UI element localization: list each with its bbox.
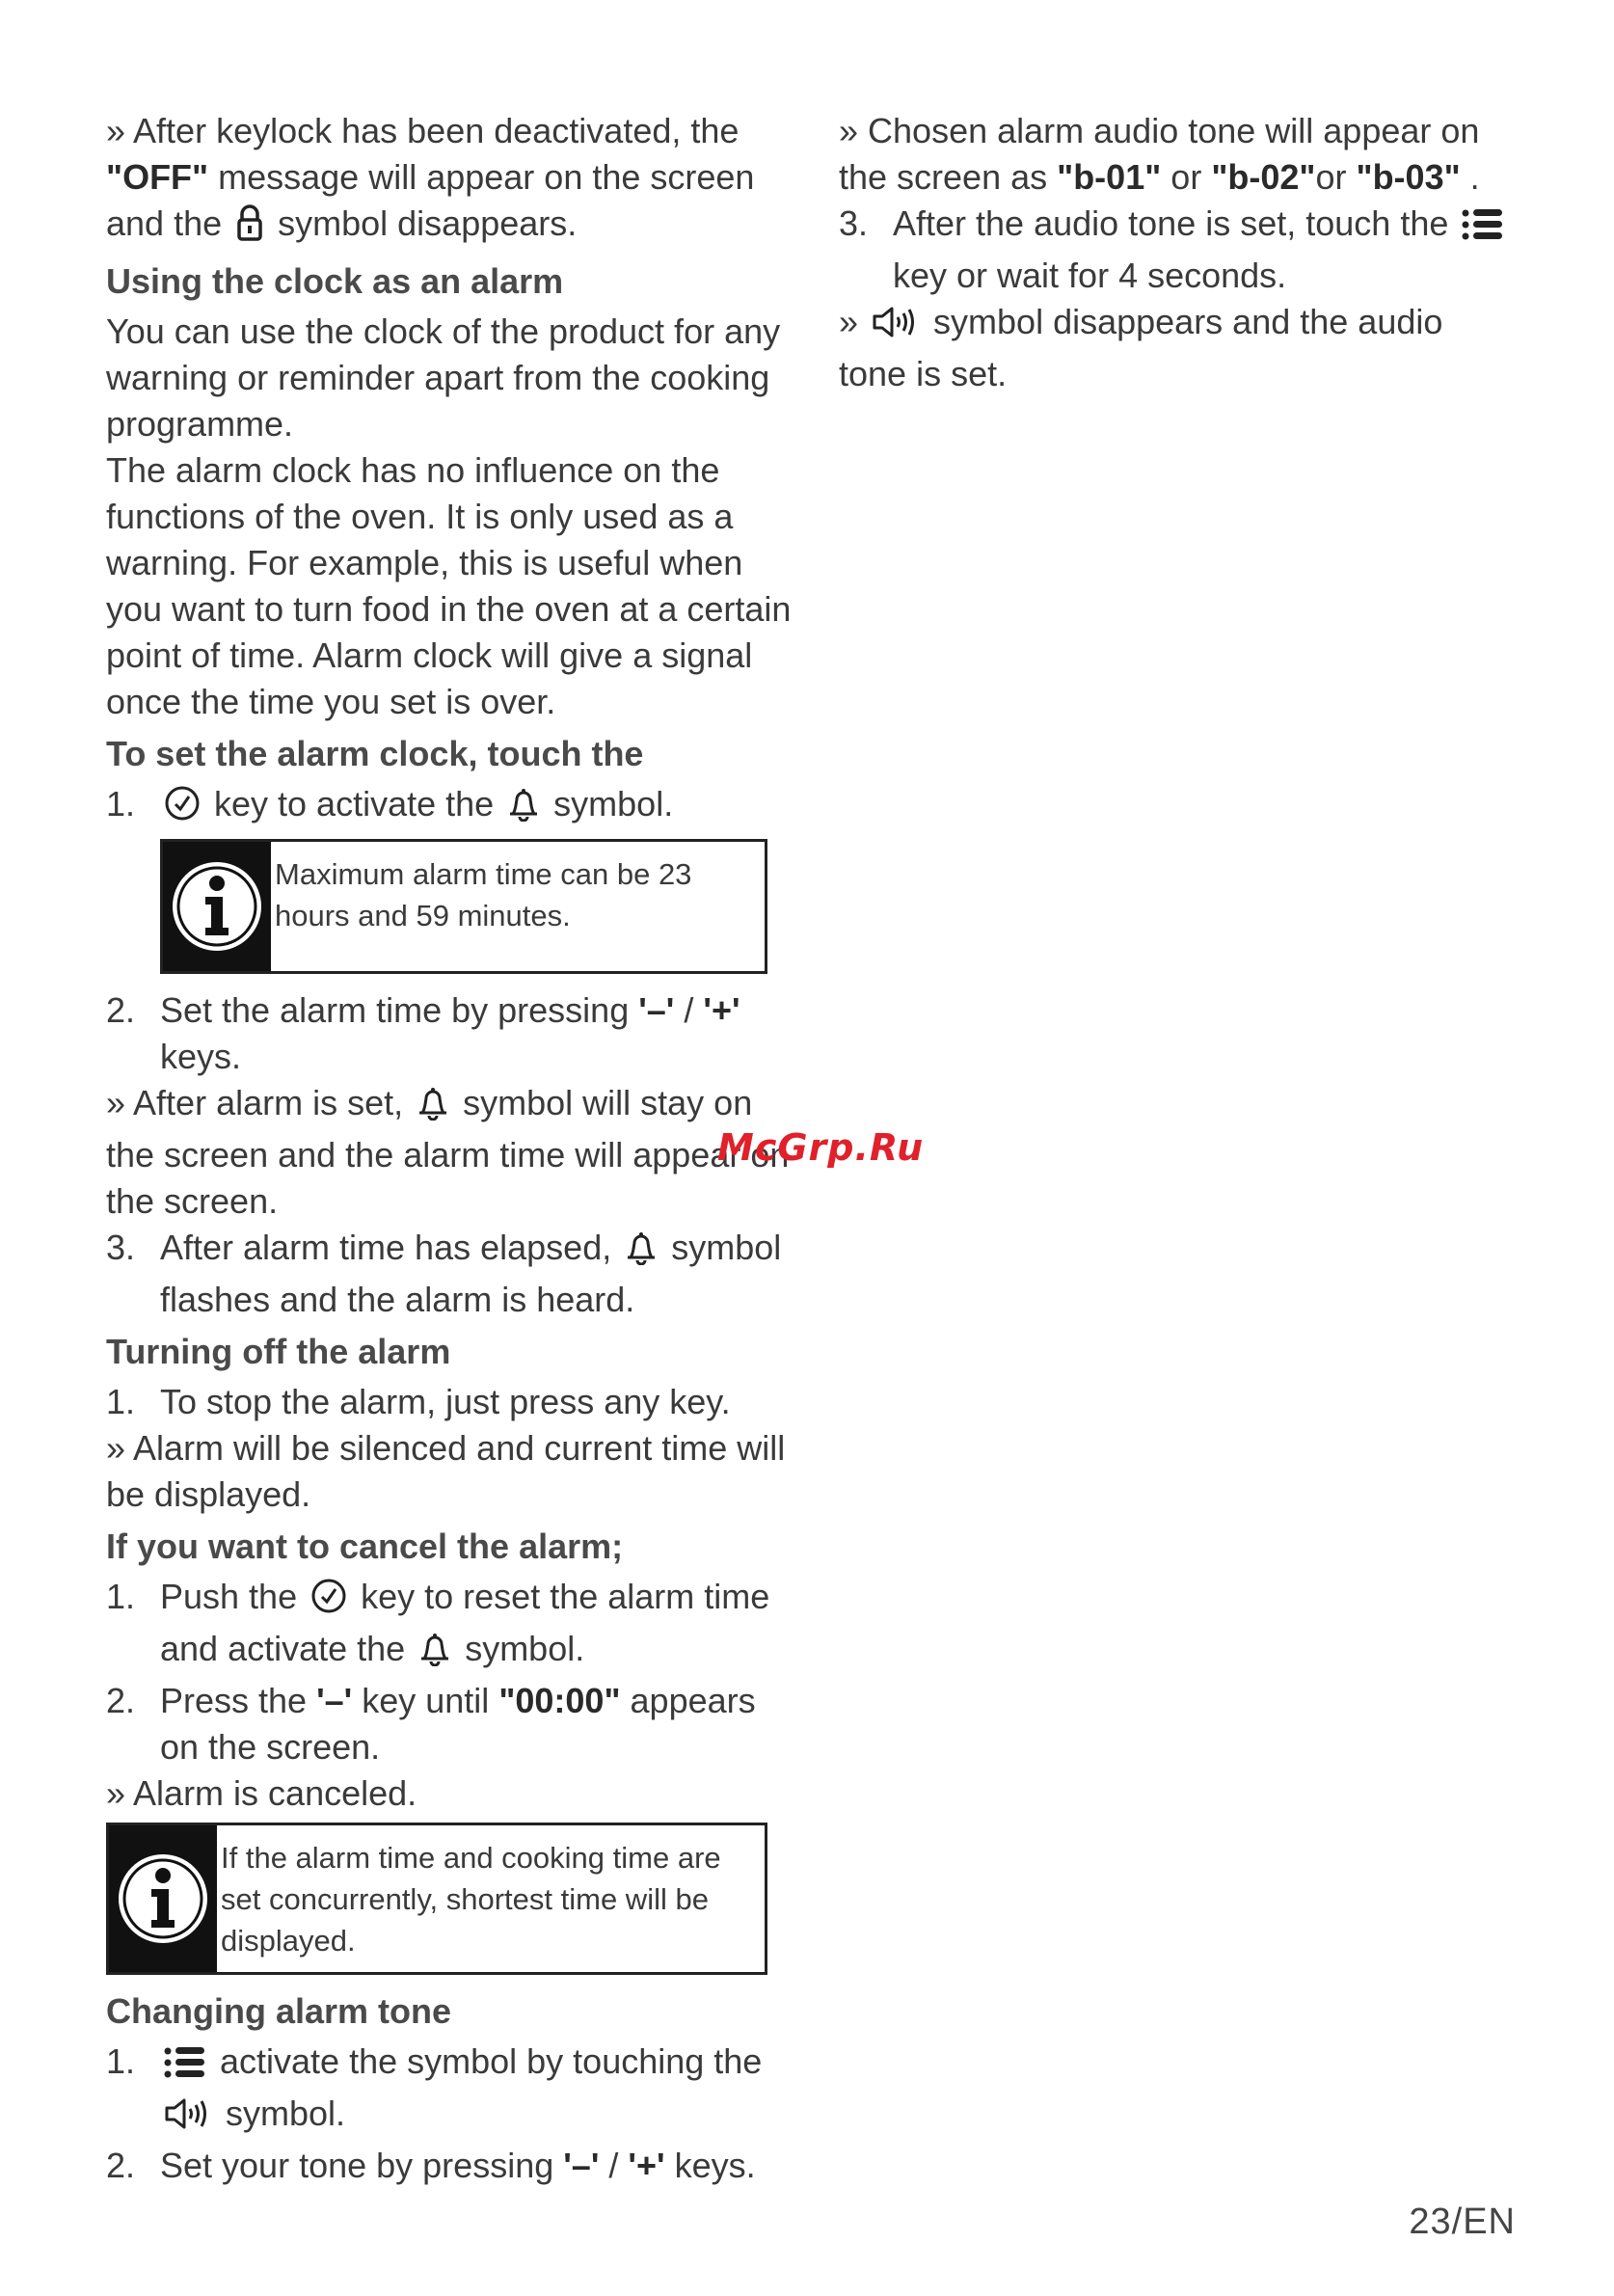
tone-b01: "b-01" (1057, 157, 1162, 197)
heading-using-clock-alarm: Using the clock as an alarm (106, 261, 564, 301)
info-icon (163, 842, 271, 971)
watermark: McGrp.Ru (717, 1126, 925, 1169)
heading-changing-tone: Changing alarm tone (106, 1991, 452, 2031)
lock-icon (235, 204, 264, 253)
tone-step-2: 2. Set your tone by pressing '–' / '+' keys. (106, 2146, 756, 2185)
plus-key-label: '+' (628, 2146, 665, 2185)
plus-key-label: '+' (703, 990, 740, 1030)
info-box-concurrent (106, 1823, 767, 1975)
paragraph-influence: The alarm clock has no influence on the functions of the oven. It is only used as a warning. For example, this is useful when you want to turn food in the oven at a certain point of time. Alarm clock will give a signal once the time you set is over. (106, 450, 792, 721)
bell-icon (625, 1230, 658, 1277)
page-number: 23/EN (1409, 2201, 1516, 2242)
tone-step-3: 3. After the audio tone is set, touch the key or wait for 4 seconds. (839, 201, 1514, 299)
heading-turning-off: Turning off the alarm (106, 1332, 451, 1371)
info-text-concurrent: If the alarm time and cooking time are set concurrently, shortest time will be displayed. (221, 1841, 721, 1958)
tone-b02: "b-02" (1211, 157, 1316, 197)
bell-icon (418, 1632, 451, 1678)
speaker-icon (872, 305, 920, 351)
info-box-max-alarm (160, 839, 767, 974)
menu-list-icon (164, 2044, 206, 2091)
tone-set-paragraph: » symbol disappears and the audio tone is set. (839, 302, 1443, 393)
alarm-canceled: » Alarm is canceled. (106, 1773, 417, 1813)
left-column (106, 108, 793, 2189)
keylock-paragraph: » After keylock has been deactivated, the "OFF" message will appear on the screen and the symbol disappears. (106, 108, 793, 253)
info-text-max-alarm: Maximum alarm time can be 23 hours and 59 minutes. (275, 857, 692, 932)
after-alarm-silenced: » Alarm will be silenced and current time will be displayed. (106, 1428, 786, 1514)
set-step-1: 1. key to activate the symbol. (106, 781, 793, 833)
zero-time-label: "00:00" (498, 1681, 621, 1720)
heading-cancel-alarm: If you want to cancel the alarm; (106, 1526, 624, 1566)
set-step-3: 3. After alarm time has elapsed, symbol flashes and the alarm is heard. (106, 1228, 782, 1319)
cancel-step-2: 2. Press the '–' key until "00:00" appears on the screen. (106, 1681, 756, 1767)
minus-key-label: '–' (563, 2146, 600, 2185)
cancel-step-1: 1. Push the key to reset the alarm time and activate the symbol. (106, 1574, 793, 1678)
minus-key-label: '–' (638, 990, 675, 1030)
tone-b03: "b-03" (1356, 157, 1461, 197)
info-icon (109, 1825, 217, 1972)
off-step-1: 1. To stop the alarm, just press any key. (106, 1382, 731, 1421)
menu-list-icon (1462, 206, 1504, 253)
off-message: "OFF" (106, 157, 209, 197)
heading-set-alarm: To set the alarm clock, touch the (106, 734, 644, 773)
paragraph-use: You can use the clock of the product for any warning or reminder apart from the cooking programme. (106, 311, 781, 444)
set-step-2: 2. Set the alarm time by pressing '–' / '+' keys. (106, 990, 740, 1076)
bell-icon (507, 787, 540, 833)
clock-icon (310, 1578, 347, 1626)
tone-step-1: 1. activate the symbol by touching the symbol. (106, 2039, 793, 2143)
bell-icon (417, 1086, 449, 1132)
chosen-tone-paragraph: » Chosen alarm audio tone will appear on the screen as "b-01" or "b-02"or "b-03" . (839, 111, 1480, 197)
speaker-icon (164, 2096, 212, 2143)
clock-icon (164, 785, 201, 833)
minus-key-label: '–' (316, 1681, 353, 1720)
after-alarm-set: » After alarm is set, symbol will stay on the screen and the alarm time will appear on the screen. (106, 1083, 790, 1221)
right-column (839, 108, 1514, 397)
